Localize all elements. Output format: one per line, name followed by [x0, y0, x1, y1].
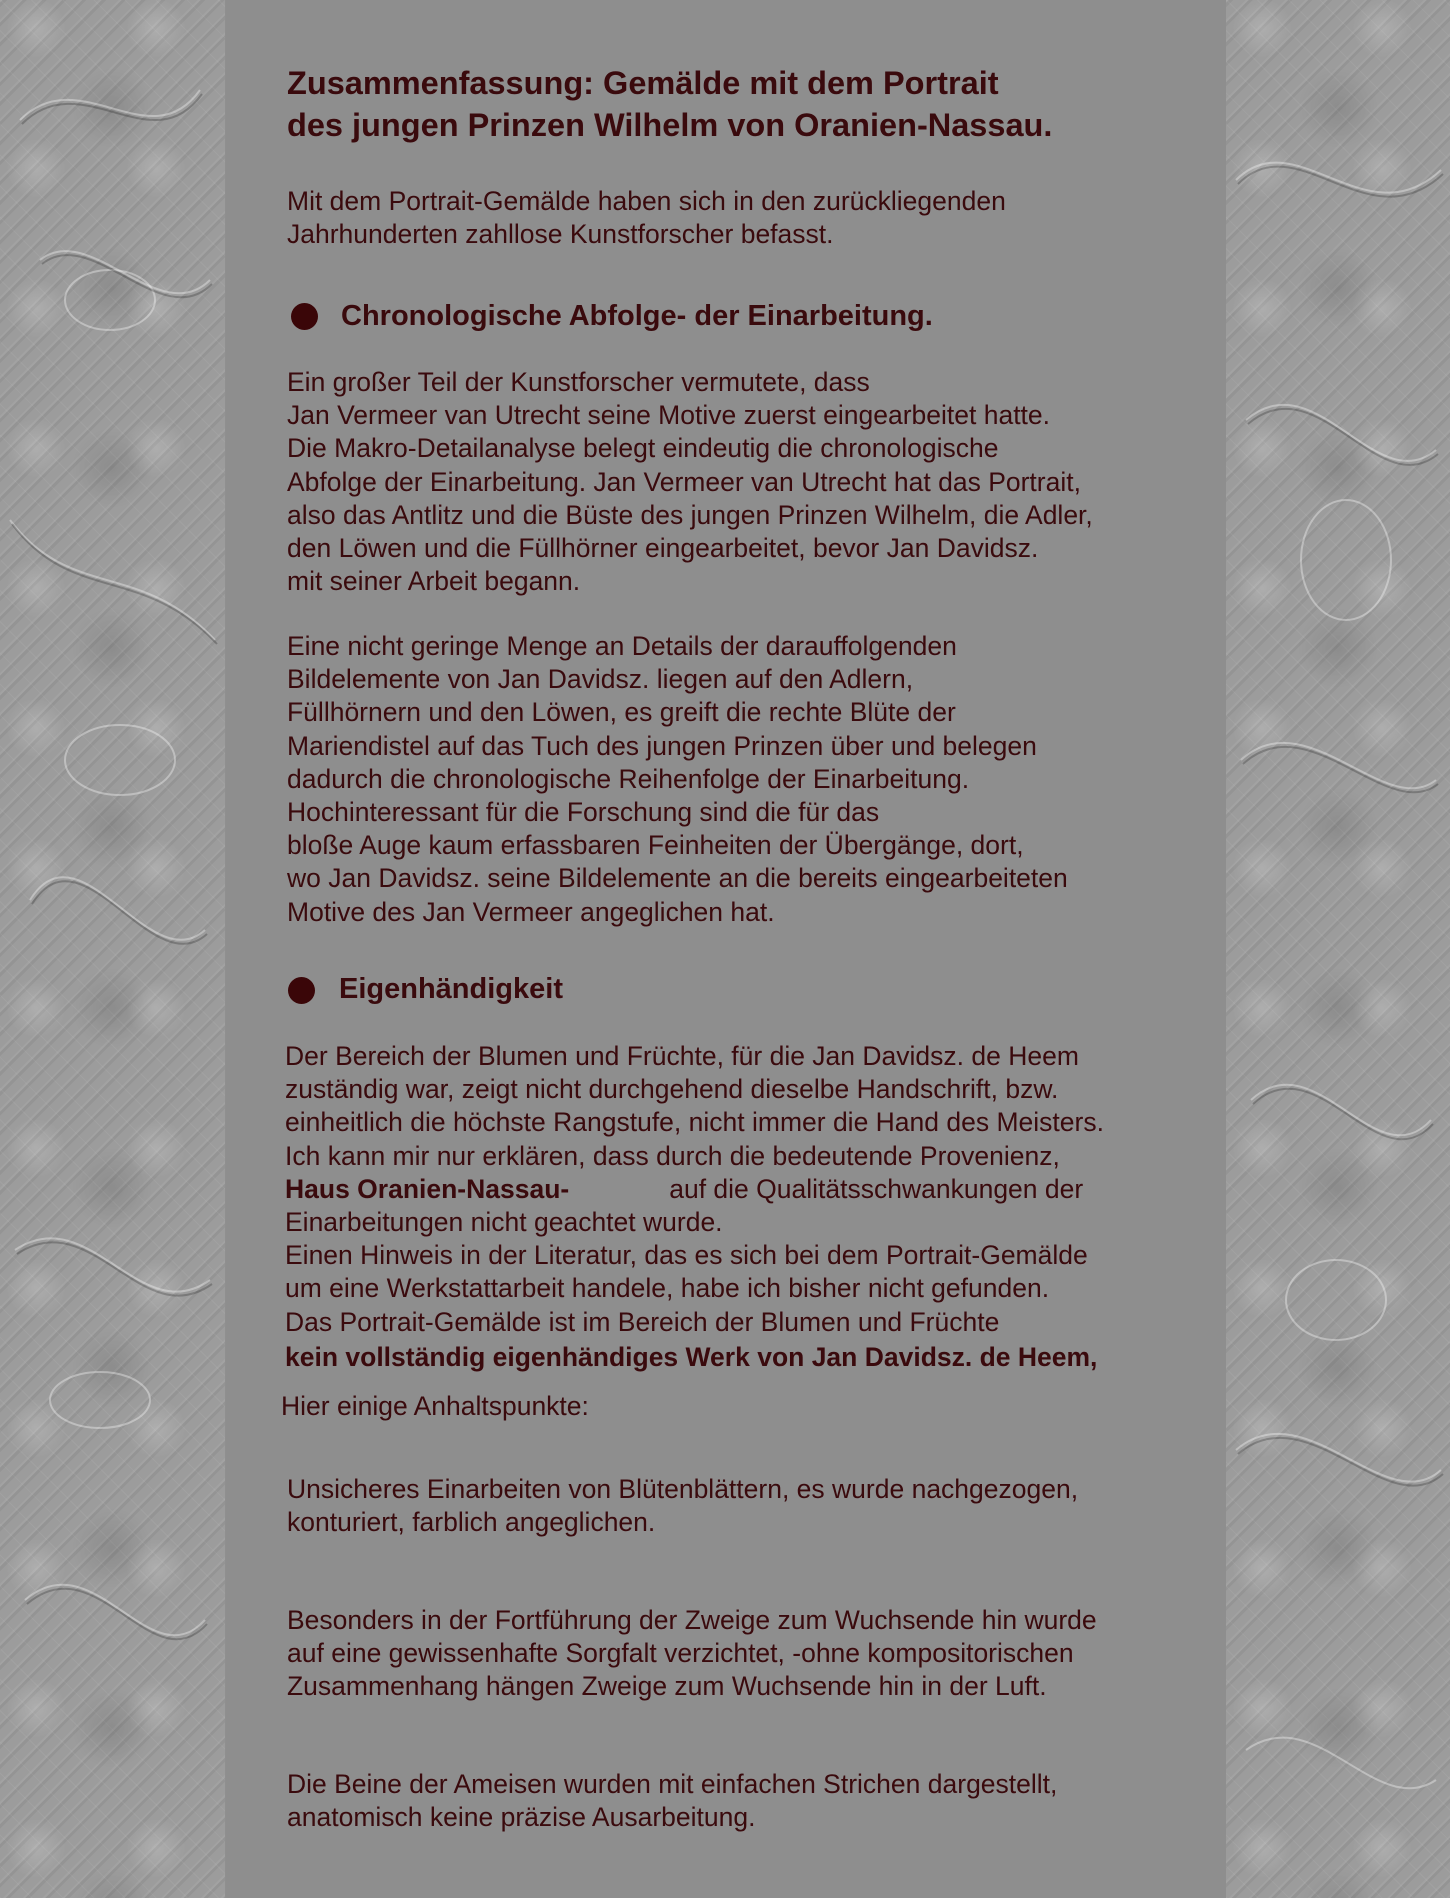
paragraph-line: Bildelemente von Jan Davidsz. liegen auf den Adlern, [287, 664, 914, 695]
section-heading-eigenhaendigkeit: Eigenhändigkeit [339, 973, 563, 1005]
paragraph-line: anatomisch keine präzise Ausarbeitung. [287, 1802, 756, 1833]
paragraph-line: Füllhörnern und den Löwen, es greift die rechte Blüte der [287, 697, 956, 728]
paragraph-line: wo Jan Davidsz. seine Bildelemente an die bereits eingearbeiteten [287, 863, 1068, 894]
page-title [287, 62, 1052, 146]
paragraph-line: Motive des Jan Vermeer angeglichen hat. [287, 896, 775, 927]
paragraph-line: Eine nicht geringe Menge an Details der darauffolgenden [287, 631, 957, 661]
conclusion-bold: kein vollständig eigenhändiges Werk von Jan Davidsz. de Heem, [285, 1342, 1098, 1372]
intro-line-2: Jahrhunderten zahllose Kunstforscher befasst. [287, 219, 834, 250]
paragraph-line: den Löwen und die Füllhörner eingearbeitet, bevor Jan Davidsz. [287, 533, 1039, 564]
paragraph-line: Ein großer Teil der Kunstforscher vermutete, dass [287, 367, 870, 397]
bullet-icon [288, 977, 315, 1004]
point-2 [287, 1604, 1097, 1704]
decorative-border-right [1226, 0, 1450, 1898]
paragraph-line: einheitlich die höchste Rangstufe, nicht immer die Hand des Meisters. [285, 1107, 1104, 1138]
intro-line-1: Mit dem Portrait-Gemälde haben sich in den zurückliegenden [287, 186, 1006, 216]
paragraph-line: Jan Vermeer van Utrecht seine Motive zuerst eingearbeitet hatte. [287, 400, 1051, 431]
point-3 [287, 1768, 1057, 1834]
paragraph-line: Einen Hinweis in der Literatur, das es sich bei dem Portrait-Gemälde [285, 1240, 1088, 1271]
paragraph-line: auf eine gewissenhafte Sorgfalt verzichtet, -ohne kompositorischen [287, 1638, 1074, 1669]
paragraph-line: zuständig war, zeigt nicht durchgehend dieselbe Handschrift, bzw. [285, 1074, 1059, 1105]
anhaltspunkte-label: Hier einige Anhaltspunkte: [281, 1391, 589, 1421]
paragraph-line: mit seiner Arbeit begann. [287, 566, 581, 597]
paragraph-line: Abfolge der Einarbeitung. Jan Vermeer van Utrecht hat das Portrait, [287, 466, 1081, 497]
paragraph-line: Besonders in der Fortführung der Zweige zum Wuchsende hin wurde [287, 1605, 1097, 1635]
paragraph-line: um eine Werkstattarbeit handele, habe ich bisher nicht gefunden. [285, 1273, 1050, 1304]
provenance-bold: Haus Oranien-Nassau- [285, 1173, 570, 1204]
provenance-line [285, 1173, 1104, 1206]
decorative-border-left [0, 0, 225, 1898]
point-1 [287, 1473, 1078, 1539]
paragraph-line: dadurch die chronologische Reihenfolge der Einarbeitung. [287, 763, 970, 794]
page-title-line-1: Zusammenfassung: Gemälde mit dem Portrait [287, 65, 999, 101]
paragraph-line: Der Bereich der Blumen und Früchte, für die Jan Davidsz. de Heem [285, 1041, 1079, 1071]
embossed-floral-pattern-left [0, 0, 225, 1898]
intro-paragraph [287, 185, 1006, 251]
paragraph-line: also das Antlitz und die Büste des jungen Prinzen Wilhelm, die Adler, [287, 499, 1093, 530]
eigenhaendigkeit-paragraph [285, 1040, 1104, 1339]
section-heading-chronology: Chronologische Abfolge- der Einarbeitung. [341, 300, 933, 332]
bullet-icon [291, 303, 318, 330]
paragraph-line: bloße Auge kaum erfassbaren Feinheiten der Übergänge, dort, [287, 830, 1024, 861]
paragraph-line: Zusammenhang hängen Zweige zum Wuchsende hin in der Luft. [287, 1671, 1047, 1702]
paragraph-line: Hochinteressant für die Forschung sind die für das [287, 797, 880, 828]
paragraph-line: konturiert, farblich angeglichen. [287, 1507, 656, 1538]
page-title-line-2: des jungen Prinzen Wilhelm von Oranien-Nassau. [287, 107, 1053, 143]
paragraph-line: Einarbeitungen nicht geachtet wurde. [285, 1207, 723, 1238]
paragraph-line: Mariendistel auf das Tuch des jungen Prinzen über und belegen [287, 730, 1037, 761]
paragraph-line: Die Makro-Detailanalyse belegt eindeutig die chronologische [287, 433, 999, 464]
embossed-floral-pattern-right [1226, 0, 1450, 1898]
chronology-paragraph-1 [287, 366, 1093, 598]
chronology-paragraph-2 [287, 630, 1068, 929]
paragraph-line: Die Beine der Ameisen wurden mit einfachen Strichen dargestellt, [287, 1769, 1058, 1799]
paragraph-line: Das Portrait-Gemälde ist im Bereich der Blumen und Früchte [285, 1306, 1000, 1337]
provenance-rest: auf die Qualitätsschwankungen der [669, 1173, 1084, 1204]
paragraph-line: Unsicheres Einarbeiten von Blütenblättern, es wurde nachgezogen, [287, 1474, 1079, 1504]
paragraph-line: Ich kann mir nur erklären, dass durch die bedeutende Provenienz, [285, 1140, 1060, 1171]
